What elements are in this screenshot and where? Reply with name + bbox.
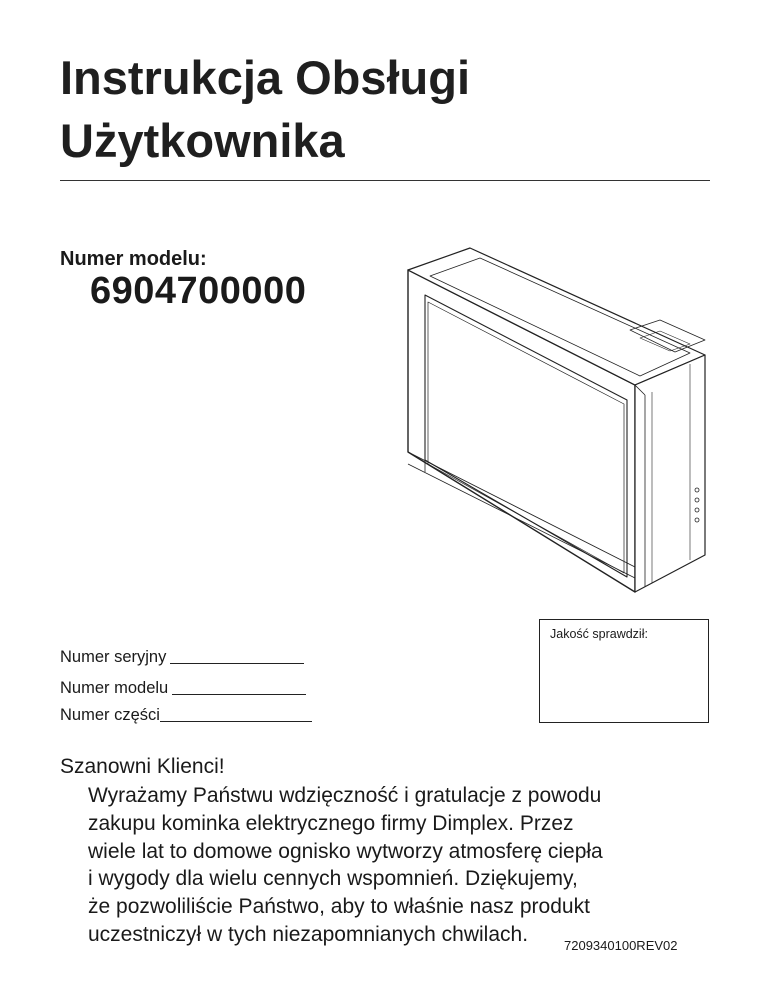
title-divider bbox=[60, 180, 710, 181]
paragraph-line: Wyrażamy Państwu wdzięczność i gratulacje z powodu bbox=[88, 784, 602, 807]
paragraph-line: wiele lat to domowe ognisko wytworzy atmosferę ciepła bbox=[88, 839, 603, 863]
quality-check-box bbox=[539, 619, 709, 723]
paragraph-line: że pozwoliliście Państwo, aby to właśnie nasz produkt bbox=[88, 895, 590, 919]
part-number-line bbox=[160, 721, 312, 722]
fireplace-insert-illustration bbox=[400, 240, 720, 600]
title-line-2: Użytkownika bbox=[60, 114, 345, 167]
model-number-label: Numer modelu: bbox=[60, 248, 207, 270]
part-number-field bbox=[60, 706, 312, 725]
serial-number-label: Numer seryjny bbox=[60, 648, 167, 666]
model-number-value: 6904700000 bbox=[90, 270, 307, 312]
model-number-field bbox=[60, 679, 306, 698]
serial-number-field bbox=[60, 648, 304, 667]
serial-number-line bbox=[170, 663, 304, 664]
quality-check-label: Jakość sprawdził: bbox=[550, 627, 648, 641]
title-line-1: Instrukcja Obsługi bbox=[60, 51, 471, 104]
welcome-paragraph bbox=[88, 782, 728, 949]
model-number-field-label: Numer modelu bbox=[60, 679, 169, 697]
greeting: Szanowni Klienci! bbox=[60, 755, 225, 778]
document-id: 7209340100REV02 bbox=[564, 938, 678, 953]
model-number-line bbox=[172, 694, 306, 695]
page-title bbox=[60, 46, 720, 172]
paragraph-line: i wygody dla wielu cennych wspomnień. Dziękujemy, bbox=[88, 867, 578, 891]
paragraph-line: zakupu kominka elektrycznego firmy Dimplex. Przez bbox=[88, 811, 574, 835]
paragraph-line: uczestniczył w tych niezapomnianych chwilach. bbox=[88, 922, 529, 946]
part-number-label: Numer części bbox=[60, 706, 160, 724]
